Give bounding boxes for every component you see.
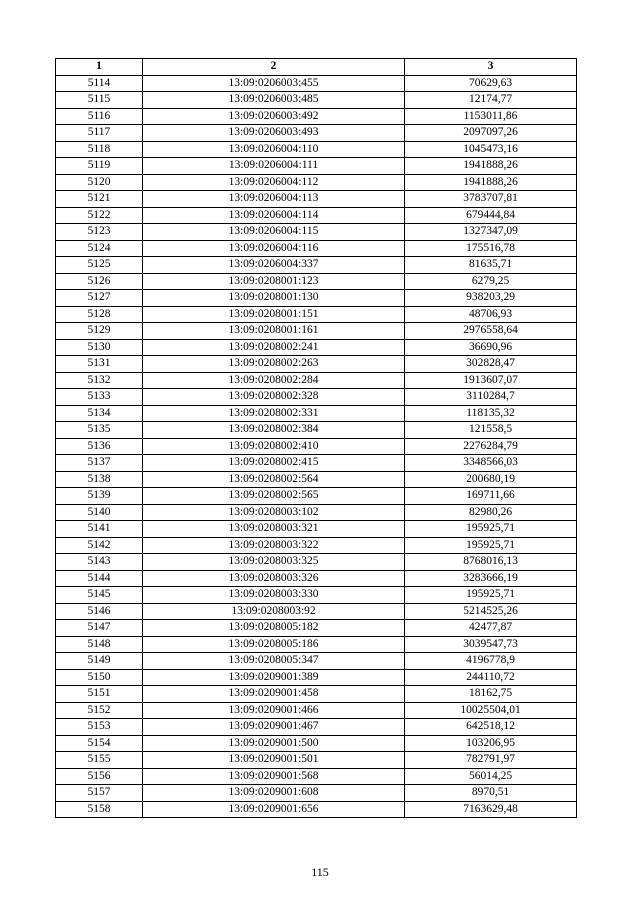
value-cell: 3039547,73 (405, 636, 577, 653)
row-number-cell: 5139 (56, 488, 143, 505)
row-number-cell: 5147 (56, 620, 143, 637)
cadastral-number-cell: 13:09:0208003:325 (143, 554, 405, 571)
value-cell: 195925,71 (405, 537, 577, 554)
cadastral-number-cell: 13:09:0208005:182 (143, 620, 405, 637)
table-row (56, 554, 577, 571)
value-cell: 3783707,81 (405, 191, 577, 208)
cadastral-number-cell: 13:09:0206004:116 (143, 240, 405, 257)
value-cell: 175516,78 (405, 240, 577, 257)
value-cell: 8768016,13 (405, 554, 577, 571)
row-number-cell: 5146 (56, 603, 143, 620)
value-cell: 938203,29 (405, 290, 577, 307)
table-row (56, 422, 577, 439)
value-cell: 81635,71 (405, 257, 577, 274)
value-cell: 121558,5 (405, 422, 577, 439)
cadastral-number-cell: 13:09:0206004:114 (143, 207, 405, 224)
table-row (56, 290, 577, 307)
value-cell: 302828,47 (405, 356, 577, 373)
row-number-cell: 5130 (56, 339, 143, 356)
value-cell: 679444,84 (405, 207, 577, 224)
value-cell: 642518,12 (405, 719, 577, 736)
cadastral-number-cell: 13:09:0208003:92 (143, 603, 405, 620)
row-number-cell: 5158 (56, 801, 143, 818)
table-row (56, 108, 577, 125)
cadastral-number-cell: 13:09:0208003:330 (143, 587, 405, 604)
value-cell: 6279,25 (405, 273, 577, 290)
cadastral-number-cell: 13:09:0208002:284 (143, 372, 405, 389)
cadastral-number-cell: 13:09:0208001:161 (143, 323, 405, 340)
table-row (56, 356, 577, 373)
row-number-cell: 5144 (56, 570, 143, 587)
cadastral-number-cell: 13:09:0206003:493 (143, 125, 405, 142)
cadastral-number-cell: 13:09:0208001:151 (143, 306, 405, 323)
table-row (56, 570, 577, 587)
cadastral-number-cell: 13:09:0209001:458 (143, 686, 405, 703)
value-cell: 2097097,26 (405, 125, 577, 142)
row-number-cell: 5142 (56, 537, 143, 554)
cadastral-number-cell: 13:09:0206003:485 (143, 92, 405, 109)
row-number-cell: 5118 (56, 141, 143, 158)
table-row (56, 504, 577, 521)
cadastral-number-cell: 13:09:0206003:492 (143, 108, 405, 125)
table-row (56, 158, 577, 175)
table-row (56, 686, 577, 703)
row-number-cell: 5129 (56, 323, 143, 340)
row-number-cell: 5132 (56, 372, 143, 389)
cadastral-number-cell: 13:09:0206004:111 (143, 158, 405, 175)
row-number-cell: 5145 (56, 587, 143, 604)
cadastral-number-cell: 13:09:0208003:321 (143, 521, 405, 538)
row-number-cell: 5133 (56, 389, 143, 406)
table-row (56, 372, 577, 389)
row-number-cell: 5156 (56, 768, 143, 785)
cadastral-number-cell: 13:09:0206004:112 (143, 174, 405, 191)
cadastral-number-cell: 13:09:0206004:337 (143, 257, 405, 274)
table-row (56, 702, 577, 719)
cadastral-number-cell: 13:09:0206004:115 (143, 224, 405, 241)
cadastral-number-cell: 13:09:0209001:608 (143, 785, 405, 802)
table-row (56, 537, 577, 554)
row-number-cell: 5134 (56, 405, 143, 422)
table-row (56, 323, 577, 340)
value-cell: 2976558,64 (405, 323, 577, 340)
cadastral-number-cell: 13:09:0208002:564 (143, 471, 405, 488)
value-cell: 82980,26 (405, 504, 577, 521)
table-row (56, 752, 577, 769)
table-row (56, 224, 577, 241)
cadastral-number-cell: 13:09:0209001:389 (143, 669, 405, 686)
table-row (56, 785, 577, 802)
row-number-cell: 5152 (56, 702, 143, 719)
cadastral-number-cell: 13:09:0208003:326 (143, 570, 405, 587)
row-number-cell: 5124 (56, 240, 143, 257)
table-row (56, 306, 577, 323)
row-number-cell: 5150 (56, 669, 143, 686)
cadastral-number-cell: 13:09:0206004:113 (143, 191, 405, 208)
cadastral-number-cell: 13:09:0208002:241 (143, 339, 405, 356)
row-number-cell: 5116 (56, 108, 143, 125)
value-cell: 1153011,86 (405, 108, 577, 125)
row-number-cell: 5137 (56, 455, 143, 472)
table-row (56, 768, 577, 785)
value-cell: 8970,51 (405, 785, 577, 802)
row-number-cell: 5135 (56, 422, 143, 439)
cadastral-number-cell: 13:09:0208002:384 (143, 422, 405, 439)
data-table (55, 58, 577, 818)
table-row (56, 521, 577, 538)
value-cell: 18162,75 (405, 686, 577, 703)
table-row (56, 653, 577, 670)
table-row (56, 257, 577, 274)
cadastral-number-cell: 13:09:0208002:328 (143, 389, 405, 406)
table-row (56, 207, 577, 224)
value-cell: 244110,72 (405, 669, 577, 686)
table-row (56, 75, 577, 92)
value-cell: 103206,95 (405, 735, 577, 752)
value-cell: 118135,32 (405, 405, 577, 422)
row-number-cell: 5115 (56, 92, 143, 109)
value-cell: 3348566,03 (405, 455, 577, 472)
cadastral-number-cell: 13:09:0209001:656 (143, 801, 405, 818)
row-number-cell: 5149 (56, 653, 143, 670)
cadastral-number-cell: 13:09:0208002:263 (143, 356, 405, 373)
row-number-cell: 5128 (56, 306, 143, 323)
value-cell: 7163629,48 (405, 801, 577, 818)
cadastral-number-cell: 13:09:0208005:186 (143, 636, 405, 653)
table-row (56, 191, 577, 208)
row-number-cell: 5143 (56, 554, 143, 571)
value-cell: 195925,71 (405, 521, 577, 538)
table-row (56, 438, 577, 455)
cadastral-number-cell: 13:09:0206003:455 (143, 75, 405, 92)
value-cell: 1045473,16 (405, 141, 577, 158)
column-header-2: 2 (143, 59, 405, 76)
value-cell: 3283666,19 (405, 570, 577, 587)
row-number-cell: 5148 (56, 636, 143, 653)
value-cell: 2276284,79 (405, 438, 577, 455)
table-row (56, 339, 577, 356)
row-number-cell: 5122 (56, 207, 143, 224)
value-cell: 782791,97 (405, 752, 577, 769)
cadastral-number-cell: 13:09:0208003:102 (143, 504, 405, 521)
value-cell: 200680,19 (405, 471, 577, 488)
cadastral-number-cell: 13:09:0208002:565 (143, 488, 405, 505)
row-number-cell: 5114 (56, 75, 143, 92)
row-number-cell: 5151 (56, 686, 143, 703)
value-cell: 1913607,07 (405, 372, 577, 389)
cadastral-number-cell: 13:09:0209001:568 (143, 768, 405, 785)
cadastral-number-cell: 13:09:0208002:415 (143, 455, 405, 472)
table-row (56, 587, 577, 604)
value-cell: 3110284,7 (405, 389, 577, 406)
table-row (56, 620, 577, 637)
row-number-cell: 5155 (56, 752, 143, 769)
cadastral-number-cell: 13:09:0208002:331 (143, 405, 405, 422)
row-number-cell: 5153 (56, 719, 143, 736)
value-cell: 12174,77 (405, 92, 577, 109)
row-number-cell: 5125 (56, 257, 143, 274)
value-cell: 48706,93 (405, 306, 577, 323)
table-row (56, 141, 577, 158)
value-cell: 195925,71 (405, 587, 577, 604)
cadastral-number-cell: 13:09:0209001:467 (143, 719, 405, 736)
value-cell: 36690,96 (405, 339, 577, 356)
cadastral-number-cell: 13:09:0206004:110 (143, 141, 405, 158)
page-number: 115 (311, 865, 329, 879)
table-row (56, 125, 577, 142)
row-number-cell: 5154 (56, 735, 143, 752)
row-number-cell: 5136 (56, 438, 143, 455)
table-row (56, 273, 577, 290)
value-cell: 42477,87 (405, 620, 577, 637)
cadastral-number-cell: 13:09:0209001:500 (143, 735, 405, 752)
table-row (56, 735, 577, 752)
table-row (56, 174, 577, 191)
table-row (56, 603, 577, 620)
header-row (56, 59, 577, 76)
row-number-cell: 5117 (56, 125, 143, 142)
value-cell: 1941888,26 (405, 158, 577, 175)
table-row (56, 240, 577, 257)
value-cell: 1941888,26 (405, 174, 577, 191)
row-number-cell: 5138 (56, 471, 143, 488)
column-header-1: 1 (56, 59, 143, 76)
row-number-cell: 5126 (56, 273, 143, 290)
table-row (56, 669, 577, 686)
table-row (56, 389, 577, 406)
table-row (56, 471, 577, 488)
cadastral-number-cell: 13:09:0208003:322 (143, 537, 405, 554)
cadastral-number-cell: 13:09:0208005:347 (143, 653, 405, 670)
value-cell: 70629,63 (405, 75, 577, 92)
row-number-cell: 5131 (56, 356, 143, 373)
row-number-cell: 5123 (56, 224, 143, 241)
cadastral-number-cell: 13:09:0208001:123 (143, 273, 405, 290)
table-row (56, 488, 577, 505)
table-row (56, 636, 577, 653)
value-cell: 56014,25 (405, 768, 577, 785)
value-cell: 4196778,9 (405, 653, 577, 670)
value-cell: 169711,66 (405, 488, 577, 505)
table-row (56, 801, 577, 818)
value-cell: 5214525,26 (405, 603, 577, 620)
row-number-cell: 5121 (56, 191, 143, 208)
table-body (56, 75, 577, 818)
table-row (56, 719, 577, 736)
row-number-cell: 5157 (56, 785, 143, 802)
value-cell: 10025504,01 (405, 702, 577, 719)
row-number-cell: 5140 (56, 504, 143, 521)
row-number-cell: 5119 (56, 158, 143, 175)
cadastral-number-cell: 13:09:0208001:130 (143, 290, 405, 307)
row-number-cell: 5120 (56, 174, 143, 191)
table-row (56, 92, 577, 109)
cadastral-number-cell: 13:09:0208002:410 (143, 438, 405, 455)
cadastral-number-cell: 13:09:0209001:466 (143, 702, 405, 719)
column-header-3: 3 (405, 59, 577, 76)
table-row (56, 405, 577, 422)
row-number-cell: 5127 (56, 290, 143, 307)
table-row (56, 455, 577, 472)
value-cell: 1327347,09 (405, 224, 577, 241)
row-number-cell: 5141 (56, 521, 143, 538)
cadastral-number-cell: 13:09:0209001:501 (143, 752, 405, 769)
